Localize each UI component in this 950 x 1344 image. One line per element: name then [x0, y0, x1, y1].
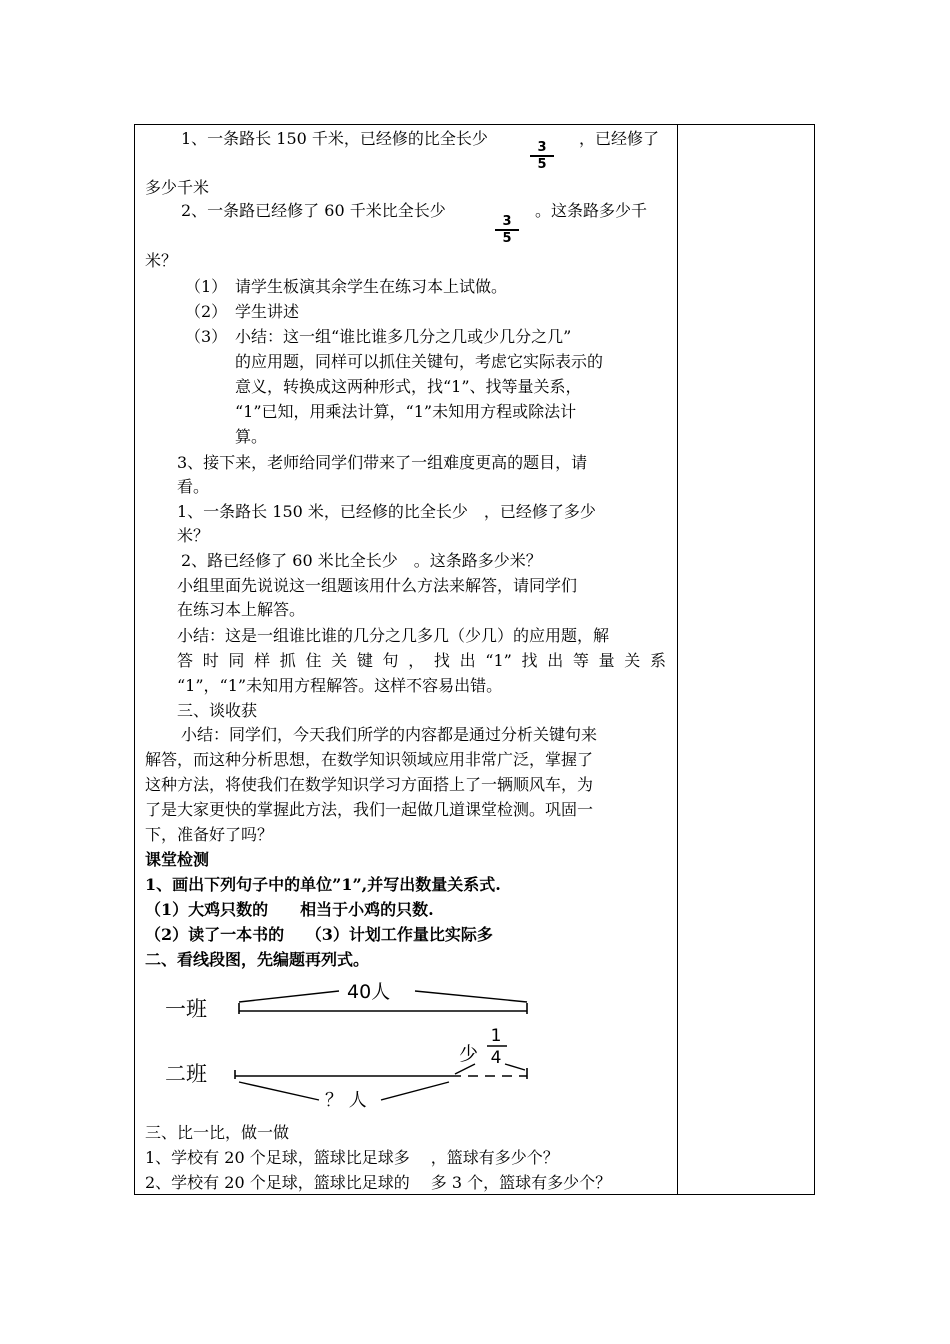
hard-problem-1-line-1: 1、一条路长 150 米，已经修的比全长少 ，已经修了多少	[177, 502, 596, 521]
summary-2-line-3: “1”，“1”未知用方程解答。这样不容易出错。	[177, 676, 503, 695]
compare-item-2: 2、学校有 20 个足球，篮球比足球的 多 3 个，篮球有多少个？	[145, 1173, 612, 1192]
group-work-line-1: 小组里面先说说这一组题该用什么方法来解答，请同学们	[177, 576, 578, 595]
final-summary-line-4: 了是大家更快的掌握此方法，我们一起做几道课堂检测。巩固一	[145, 800, 594, 819]
step-3-line-5: 算。	[235, 427, 268, 446]
diagram-fraction-denominator: 4	[490, 1048, 502, 1068]
less-label: 少	[459, 1043, 479, 1065]
hard-problem-1-line-2: 米？	[177, 526, 210, 545]
final-summary-line-5: 下，准备好了吗？	[145, 825, 274, 844]
summary-2-line-2: 答时同样抓住关键句，找出“1”找出等量关系	[177, 651, 666, 670]
unknown-label: ？ 人	[325, 1090, 367, 1108]
check-item-2: 二、看线段图，先编题再列式。	[145, 950, 370, 969]
question-3-line-1: 3、接下来，老师给同学们带来了一组难度更高的题目，请	[177, 453, 588, 472]
problem-2-line-1: 2、一条路已经修了 60 千米比全长少	[181, 201, 446, 220]
step-2-text: 学生讲述	[235, 302, 300, 321]
step-1-text: 请学生板演其余学生在练习本上试做。	[235, 277, 508, 296]
column-divider	[677, 125, 678, 1194]
fraction-three-fifths-2	[495, 215, 519, 245]
problem-2-line-1-tail: 。这条路多少千	[535, 201, 648, 220]
total-brace-right	[415, 991, 527, 1002]
classroom-check-title: 课堂检测	[145, 850, 210, 869]
step-3-number: （3）	[185, 327, 228, 346]
compare-heading: 三、比一比，做一做	[145, 1123, 290, 1142]
step-3-line-1: 小结：这一组“谁比谁多几分之几或少几分之几”	[235, 327, 572, 346]
diagram-fraction-numerator: 1	[490, 1026, 502, 1046]
fraction-denominator: 5	[537, 157, 547, 172]
segment-diagram-svg	[159, 978, 539, 1108]
lesson-table	[134, 124, 815, 1195]
class2-label: 二班	[165, 1062, 207, 1086]
step-1-number: （1）	[185, 277, 228, 296]
fraction-denominator: 5	[502, 231, 512, 246]
fraction-numerator: 3	[537, 140, 547, 155]
fraction-three-fifths	[530, 141, 554, 171]
step-2-number: （2）	[185, 302, 228, 321]
harvest-heading: 三、谈收获	[177, 701, 258, 720]
final-summary-line-2: 解答，而这种分析思想，在数学知识领域应用非常广泛，掌握了	[145, 750, 594, 769]
step-3-line-2: 的应用题，同样可以抓住关键句，考虑它实际表示的	[235, 352, 604, 371]
problem-1-line-1-tail: ，已经修了	[579, 129, 660, 148]
step-3-line-4: “1”已知，用乘法计算，“1”未知用方程或除法计	[235, 402, 577, 421]
hard-problem-2: 2、路已经修了 60 米比全长少 。这条路多少米？	[181, 551, 542, 570]
check-item-1a: （1）大鸡只数的 相当于小鸡的只数.	[145, 900, 434, 919]
step-3-line-3: 意义，转换成这两种形式，找“1”、找等量关系，	[235, 377, 582, 396]
problem-1-line-1: 1、一条路长 150 千米，已经修的比全长少	[181, 129, 488, 148]
group-work-line-2: 在练习本上解答。	[177, 600, 306, 619]
total-brace-left	[239, 991, 339, 1002]
total-label: 40人	[347, 981, 391, 1003]
question-3-line-2: 看。	[177, 477, 210, 496]
final-summary-line-1: 小结：同学们，今天我们所学的内容都是通过分析关键句来	[181, 725, 598, 744]
check-item-1b: （2）读了一本书的 （3）计划工作量比实际多	[145, 925, 493, 944]
fraction-numerator: 3	[502, 214, 512, 229]
summary-2-line-1: 小结：这是一组谁比谁的几分之几多几（少几）的应用题，解	[177, 626, 610, 645]
class1-label: 一班	[165, 997, 207, 1021]
check-item-1: 1、画出下列句子中的单位”1”,并写出数量关系式.	[145, 875, 501, 894]
final-summary-line-3: 这种方法，将使我们在数学知识学习方面搭上了一辆顺风车，为	[145, 775, 594, 794]
problem-1-line-2: 多少千米	[145, 178, 210, 197]
line-segment-diagram	[159, 978, 539, 1108]
content-cell	[135, 125, 677, 1194]
problem-2-line-2: 米？	[145, 251, 178, 270]
compare-item-1: 1、学校有 20 个足球，篮球比足球多 ，篮球有多少个？	[145, 1148, 559, 1167]
